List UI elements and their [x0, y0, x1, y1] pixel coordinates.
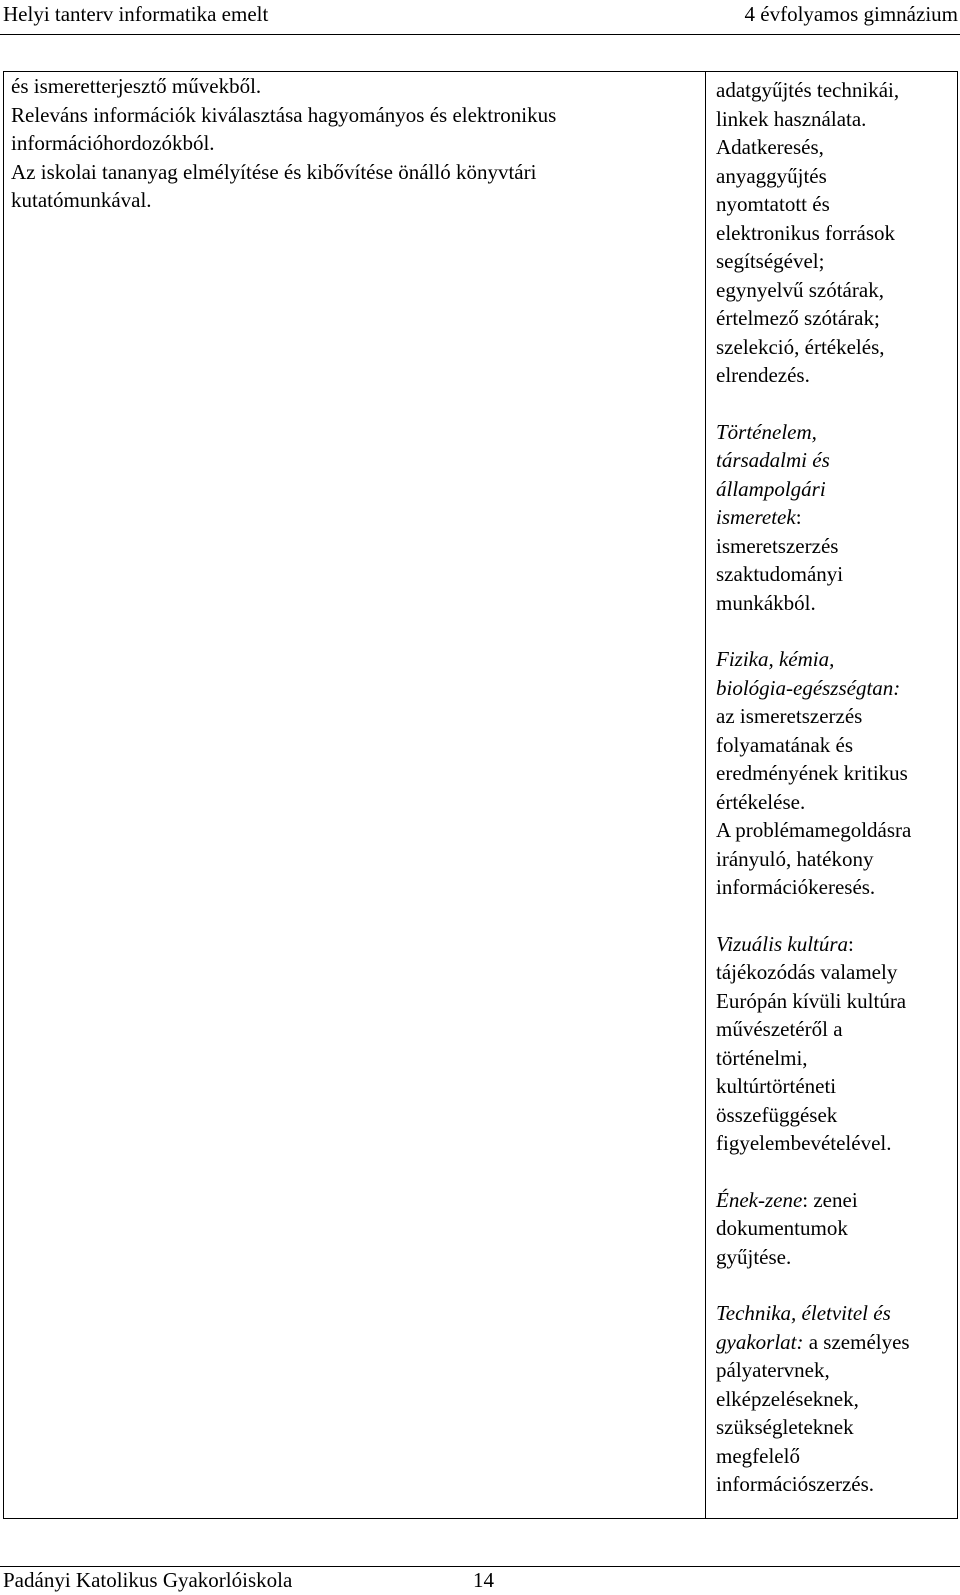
paragraph-data-collection [716, 76, 956, 390]
paragraph-science [716, 645, 956, 902]
text-line: értékelése. [716, 789, 806, 814]
right-cell [716, 76, 956, 1499]
subject-heading: Ének-zene [716, 1187, 803, 1212]
text-line: történelmi, [716, 1045, 808, 1070]
subject-heading: társadalmi és [716, 448, 830, 472]
left-line: és ismeretterjesztő művekből. [11, 74, 262, 98]
left-line: Releváns információk kiválasztása hagyományos és elektronikus [11, 102, 557, 127]
text-line: adatgyűjtés technikái, [716, 78, 900, 102]
subject-heading: állampolgári [716, 476, 826, 501]
paragraph-visual-culture [716, 930, 956, 1158]
text-line: A problémamegoldásra [716, 818, 912, 842]
text-line: az ismeretszerzés [716, 704, 863, 728]
page-number: 14 [473, 1568, 494, 1592]
header-title: Helyi tanterv informatika emelt [3, 2, 269, 26]
text-line: Európán kívüli kultúra [716, 988, 907, 1013]
paragraph-history [716, 418, 956, 618]
text-line: egynyelvű szótárak, [716, 277, 884, 302]
left-line: kutatómunkával. [11, 188, 152, 212]
text-line: figyelembevételével. [716, 1131, 892, 1155]
text-line: megfelelő [716, 1443, 800, 1468]
text-line: elektronikus források [716, 220, 896, 245]
text-line: Adatkeresés, [716, 135, 824, 159]
text-inline: : zenei [802, 1187, 858, 1212]
text-line: elrendezés. [716, 363, 810, 387]
text-line: elképzeléseknek, [716, 1386, 859, 1411]
text-inline: a személyes [803, 1329, 910, 1354]
text-line: művészetéről a [716, 1017, 843, 1041]
colon: : [795, 505, 802, 529]
text-line: irányuló, hatékony [716, 846, 874, 871]
text-line: linkek használata. [716, 106, 867, 131]
footer-school-name: Padányi Katolikus Gyakorlóiskola [3, 1568, 293, 1592]
header-divider [0, 34, 960, 35]
subject-heading: Történelem, [716, 419, 817, 444]
subject-heading: gyakorlat: [716, 1329, 804, 1354]
subject-heading: Fizika, kémia, [716, 647, 835, 671]
text-line: dokumentumok [716, 1216, 848, 1240]
text-line: pályatervnek, [716, 1358, 830, 1382]
text-line: szükségleteknek [716, 1415, 854, 1439]
column-divider [705, 71, 706, 1519]
text-line: szaktudományi [716, 562, 844, 586]
subject-heading: Vizuális kultúra [716, 931, 849, 956]
text-line: információszerzés. [716, 1472, 875, 1496]
text-line: gyűjtése. [716, 1244, 792, 1269]
text-line: tájékozódás valamely [716, 960, 898, 984]
text-line: ismeretszerzés [716, 533, 839, 558]
text-line: összefüggések [716, 1102, 838, 1127]
text-line: nyomtatott és [716, 192, 830, 216]
subject-heading: biológia-egészségtan: [716, 675, 901, 700]
page-footer [0, 1566, 960, 1593]
subject-heading: ismeretek [716, 505, 796, 529]
text-line: anyaggyűjtés [716, 163, 827, 188]
left-cell [11, 72, 701, 215]
page-header [0, 0, 960, 30]
paragraph-music [716, 1186, 956, 1272]
text-line: értelmező szótárak; [716, 306, 880, 330]
text-line: eredményének kritikus [716, 761, 908, 785]
text-line: szelekció, értékelés, [716, 334, 885, 359]
left-line: Az iskolai tananyag elmélyítése és kibővítése önálló könyvtári [11, 159, 537, 184]
subject-heading: Technika, életvitel és [716, 1301, 891, 1325]
colon: : [848, 931, 854, 956]
text-line: kultúrtörténeti [716, 1074, 837, 1098]
text-line: munkákból. [716, 590, 816, 615]
text-line: segítségével; [716, 249, 825, 273]
header-school-type: 4 évfolyamos gimnázium [744, 2, 958, 26]
text-line: információkeresés. [716, 875, 876, 899]
text-line: folyamatának és [716, 732, 854, 757]
left-line: információhordozókból. [11, 131, 215, 155]
paragraph-technology [716, 1299, 956, 1499]
